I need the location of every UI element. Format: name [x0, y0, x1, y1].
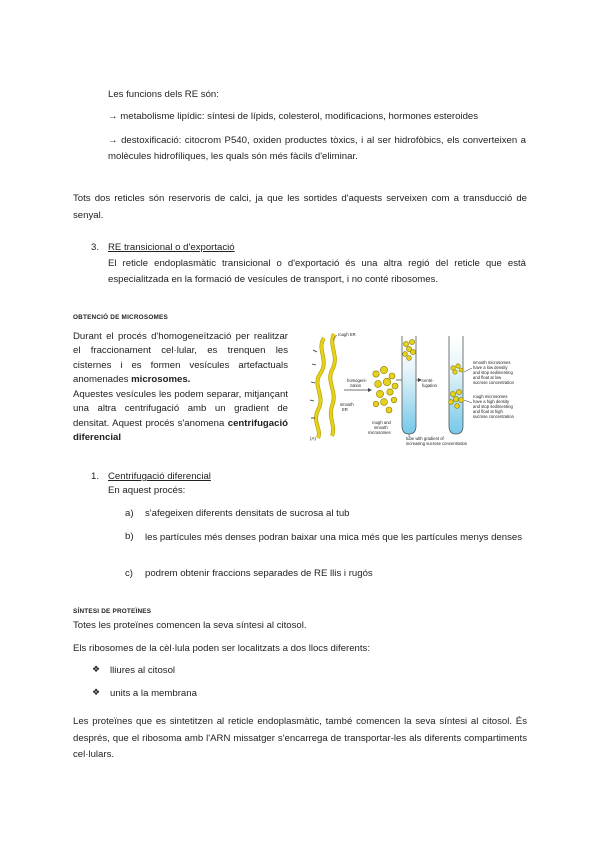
microsomes-text-b: Aquestes vesícules les podem separar, mitjançant una altra centrifugació amb un gradient de densitat. Aquest procés s'anomena	[73, 389, 288, 429]
vesicle	[373, 401, 379, 407]
section-3-text: El reticle endoplasmàtic transicional o d'exportació és una altra regió del reticle que està especialitzada en la formació de vesícules de transport, i no conté ribosomes.	[108, 258, 526, 285]
bullet-item-free: lliures al citosol	[110, 665, 176, 676]
section-3-number: 3.	[91, 242, 100, 253]
figure-description-line: have a high density	[473, 399, 510, 404]
figure-description-line: smooth microsomes	[473, 360, 511, 365]
figure-description-line: and stop sedimenting	[473, 404, 513, 409]
microsomes-paragraph-2	[73, 388, 288, 446]
vesicle	[459, 368, 463, 372]
figure-description-line: have a low density	[473, 365, 508, 370]
centrifugation-title: Centrifugació diferencial	[108, 471, 211, 482]
vesicle	[451, 366, 455, 370]
vesicle	[373, 371, 379, 377]
rough-microsomes-description	[473, 394, 515, 419]
bullet-icon: ❖	[92, 687, 101, 697]
vesicle	[386, 407, 392, 413]
centrifugation-intro: En aquest procés:	[108, 485, 186, 496]
vesicle	[459, 398, 464, 403]
vesicle	[410, 349, 415, 354]
figure-description-line: and stop sedimenting	[473, 370, 513, 375]
list-marker-b: b)	[125, 531, 134, 542]
centrifugation-number: 1.	[91, 471, 100, 482]
label-smooth-er-2: ER	[342, 407, 348, 412]
vesicle	[456, 364, 460, 368]
label-tube-2: increasing sucrose concentration	[406, 441, 468, 446]
label-rough-smooth-2: smooth	[374, 425, 388, 430]
label-rough-smooth-3: microsomes	[368, 430, 391, 435]
label-panel-a: (A)	[310, 436, 316, 441]
list-marker-a: a)	[125, 508, 134, 519]
protein-synthesis-heading: SÍNTESI DE PROTEÏNES	[73, 608, 152, 615]
figure-description-line: rough microsomes	[473, 394, 508, 399]
vesicle	[403, 341, 408, 346]
figure-description-line: sucrose concentration	[473, 414, 514, 419]
smooth-microsomes-description	[473, 360, 515, 385]
vesicle	[455, 404, 460, 409]
label-homogenization-2: zation	[350, 383, 362, 388]
label-tube-1: tube with gradient of	[406, 436, 444, 441]
functions-item-lipid: → metabolisme lipídic: síntesi de lípids, colesterol, modificacions, hormones esteroides	[108, 111, 479, 122]
vesicle	[453, 370, 457, 374]
bullet-icon: ❖	[92, 664, 101, 674]
vesicle	[389, 373, 395, 379]
label-centrifugation-2: fugation	[422, 383, 437, 388]
list-item-a: s'afegeixen diferents densitats de sucrosa al tub	[145, 508, 350, 519]
functions-item-detox: → destoxificació: citocrom P540, oxiden productes tòxics, i al ser hidrofòbics, els converteixen a molècules hidrofíliques, les quals són més fàcils d'eliminar.	[108, 135, 526, 162]
tube-after	[449, 336, 464, 434]
list-marker-c: c)	[125, 568, 133, 579]
vesicle	[391, 397, 397, 403]
vesicle	[376, 390, 383, 397]
label-rough-er: rough ER	[338, 332, 356, 337]
vesicle	[392, 383, 398, 389]
functions-title: Les funcions dels RE són:	[108, 89, 219, 100]
microsomes-heading: OBTENCIÓ DE MICROSOMES	[73, 314, 168, 321]
figure-description-line: and float at low	[473, 375, 502, 380]
figure-description-line: and float at high	[473, 409, 503, 414]
microsomes-paragraph-1	[73, 330, 288, 388]
vesicle	[450, 391, 455, 396]
calcium-paragraph: Tots dos reticles són reservoris de calci, ja que les sortides d'aquests serveixen com a transducció de senyal.	[73, 193, 527, 221]
vesicle	[456, 389, 461, 394]
vesicle	[403, 352, 408, 357]
vesicle	[381, 399, 388, 406]
tube-before	[402, 336, 416, 434]
protein-synthesis-line-1: Totes les proteïnes comencen la seva síntesi al citosol.	[73, 620, 307, 631]
vesicle	[380, 366, 387, 373]
protein-synthesis-line-2: Els ribosomes de la cèl·lula poden ser localitzats a dos llocs diferents:	[73, 643, 371, 654]
label-smooth-er-1: smooth	[340, 402, 354, 407]
vesicle	[387, 389, 393, 395]
microsomes-term: microsomes.	[131, 374, 191, 386]
section-3-title: RE transicional o d'exportació	[108, 242, 235, 253]
vesicle	[375, 381, 382, 388]
protein-synthesis-final: Les proteïnes que es sintetitzen al reticle endoplasmàtic, també comencen la seva síntesi al citosol. És després, que el ribosoma amb l'ARN missatger s'encarrega de transportar-les als diferents compartiments cel·lulars.	[73, 716, 527, 760]
label-homogenization-1: homogeni-	[347, 378, 367, 383]
vesicle	[453, 396, 458, 401]
vesicle	[383, 378, 391, 386]
microsomes-text-a: Durant el procés d'homogeneïtzació per realitzar el fraccionament cel·lular, es trenquen les cisternes i es formen vesícules artefactuals anomenades	[73, 331, 288, 386]
bullet-item-membrane: units a la membrana	[110, 688, 197, 699]
list-item-c: podrem obtenir fraccions separades de RE llis i rugós	[145, 568, 373, 579]
label-rough-smooth-1: rough and	[372, 420, 391, 425]
microsome-centrifugation-figure	[306, 330, 536, 446]
microsome-vesicles	[373, 366, 398, 413]
differential-centrifugation-term: centrifugació diferencial	[73, 417, 288, 444]
label-centrifugation-1: centri-	[422, 378, 434, 383]
vesicle	[449, 400, 454, 405]
figure-description-line: sucrose concentration	[473, 380, 514, 385]
vesicle	[407, 356, 412, 361]
list-item-b: les partícules més denses podran baixar una mica més que les partícules menys denses	[145, 532, 523, 543]
vesicle	[409, 339, 414, 344]
er-strands-illustration	[310, 334, 335, 438]
